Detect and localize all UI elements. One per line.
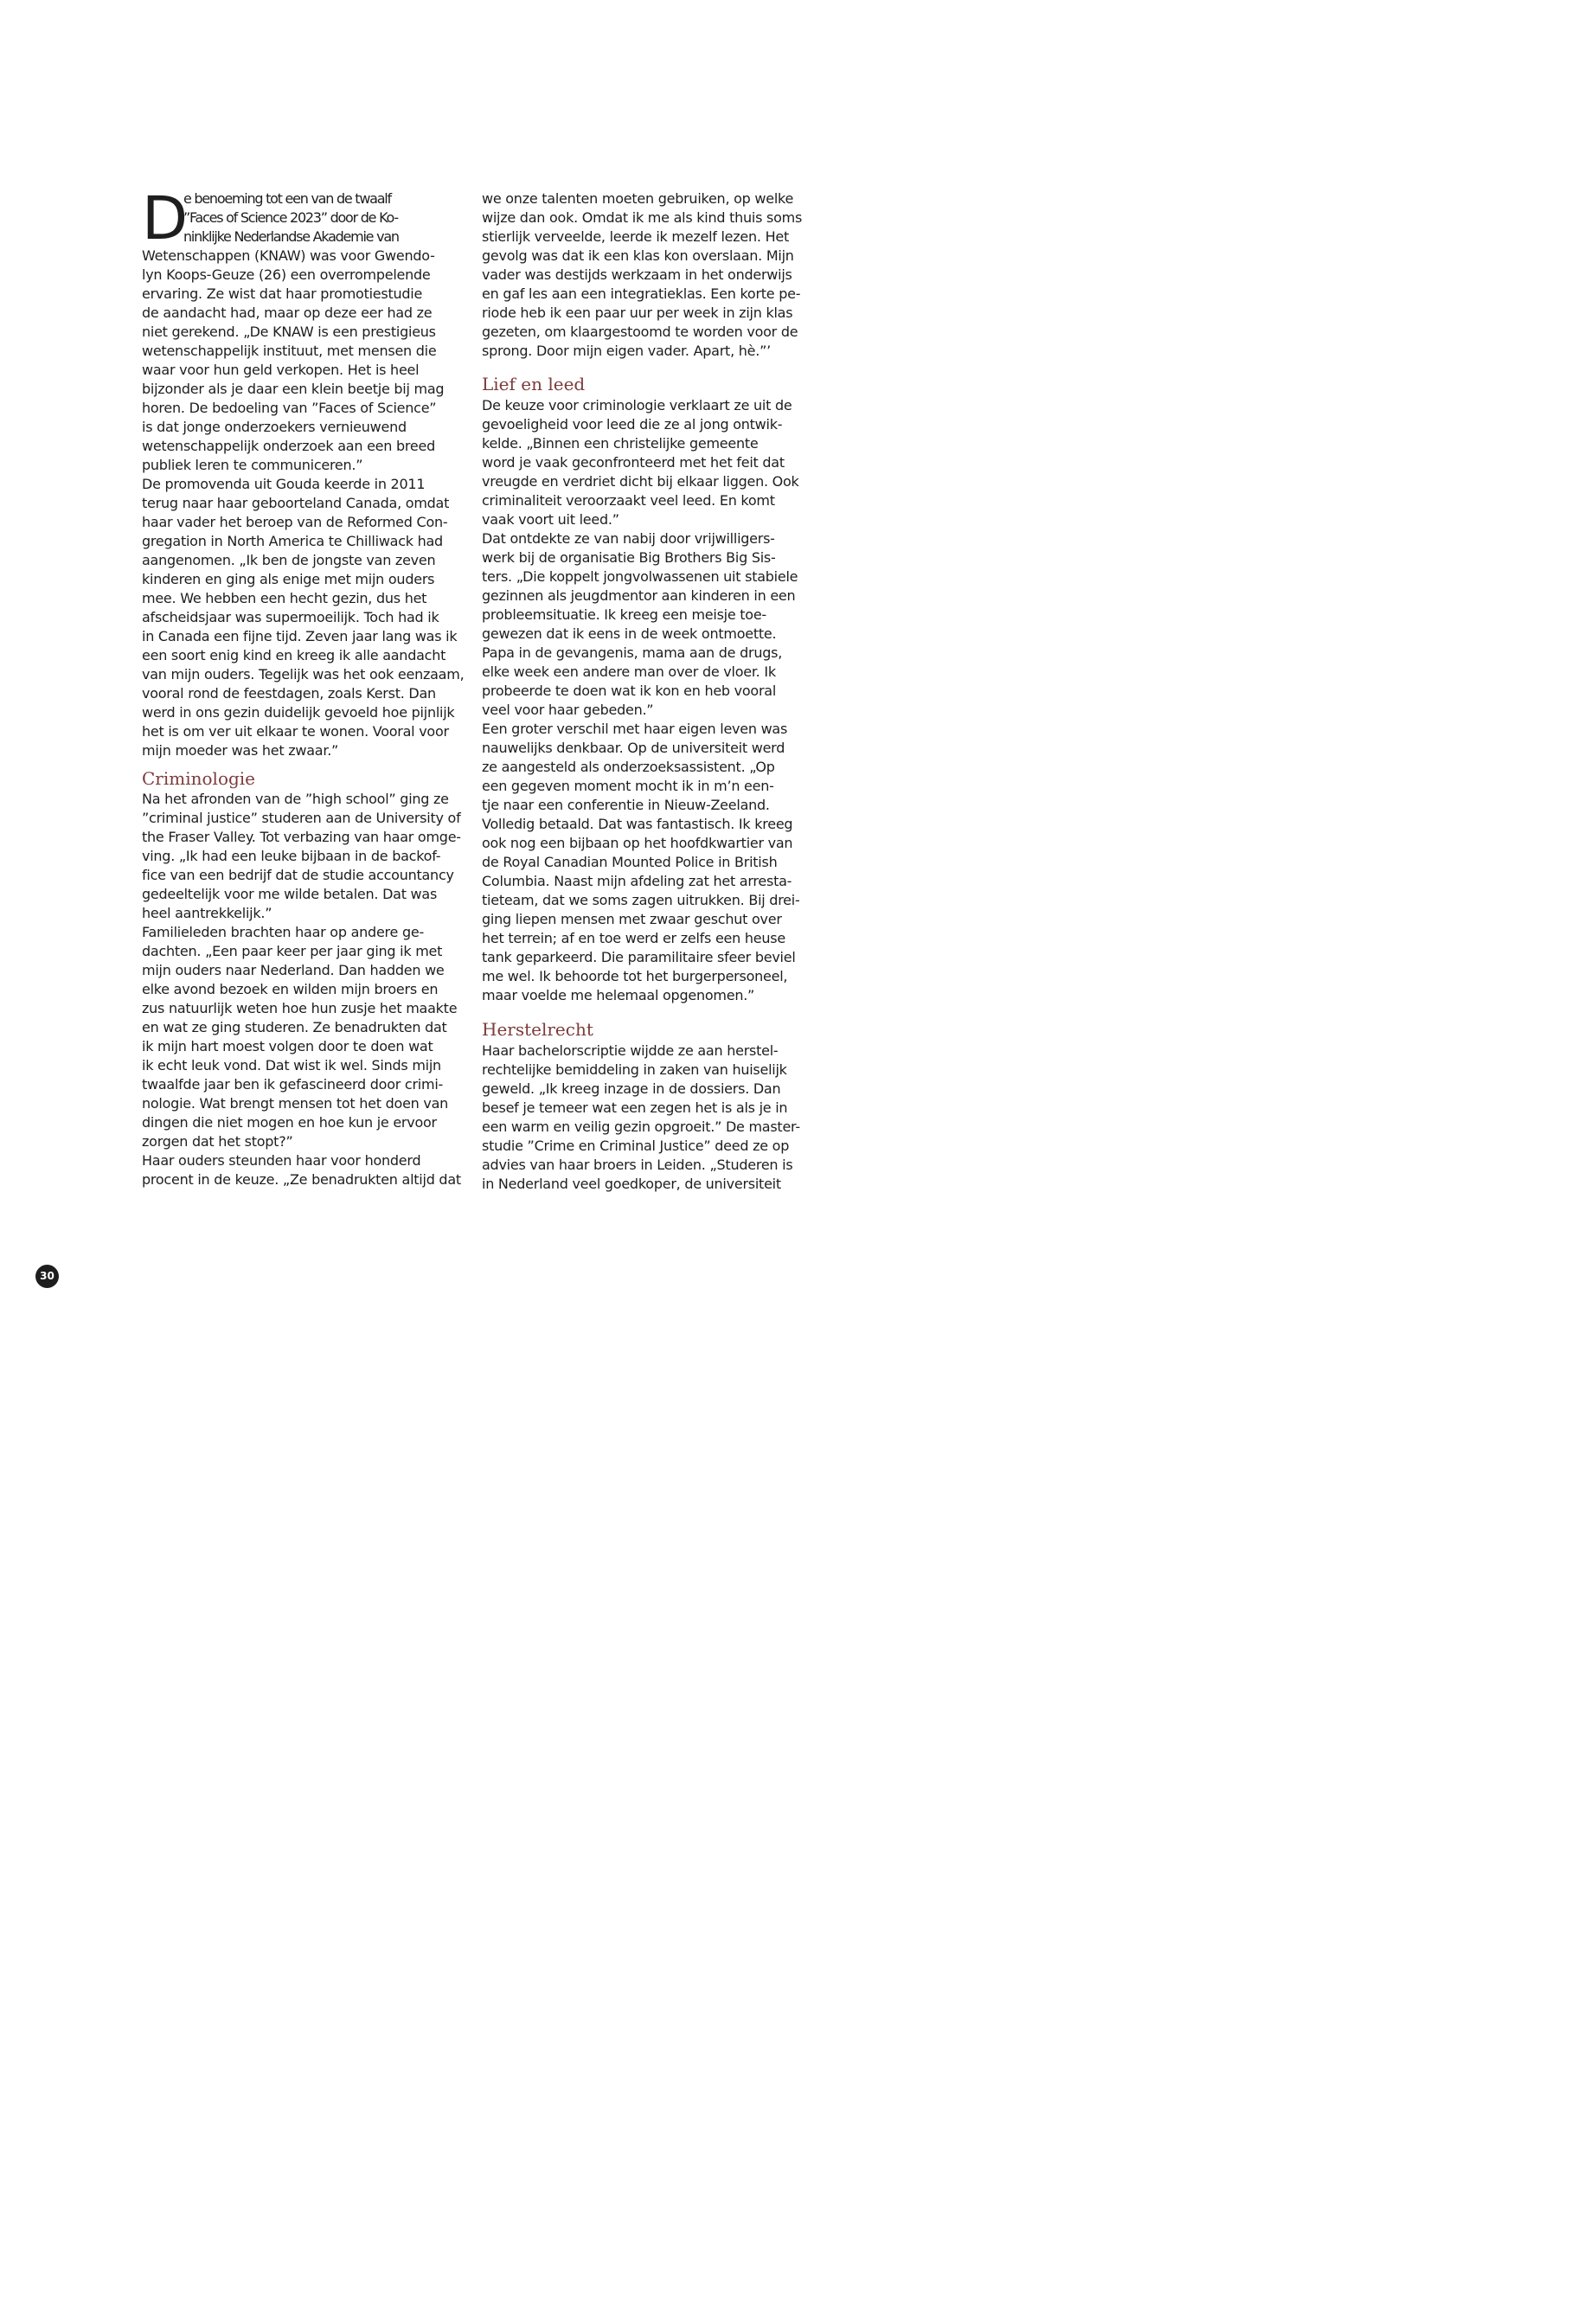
text-line: in Canada een fijne tijd. Zeven jaar lang was ik (142, 628, 458, 644)
text-line: gregation in North America te Chilliwack had (142, 533, 443, 549)
text-line: Na het afronden van de ”high school” ging ze (142, 791, 449, 807)
text-line: sprong. Door mijn eigen vader. Apart, hè.”’ (482, 343, 771, 359)
text-line: vooral rond de feestdagen, zoals Kerst. Dan (142, 685, 436, 702)
text-line: vader was destijds werkzaam in het onderwijs (482, 266, 792, 283)
text-line: waar voor hun geld verkopen. Het is heel (142, 362, 420, 378)
text-line: het is om ver uit elkaar te wonen. Vooral voor (142, 723, 449, 740)
text-line: ervaring. Ze wist dat haar promotiestudie (142, 285, 423, 302)
text-line: vaak voort uit leed.” (482, 511, 619, 528)
text-line: een soort enig kind en kreeg ik alle aandacht (142, 647, 446, 663)
text-line: aangenomen. „Ik ben de jongste van zeven (142, 552, 436, 568)
paragraph-intro (142, 247, 464, 760)
section-heading-lief-en-leed: Lief en leed (482, 374, 586, 394)
text-line: nologie. Wat brengt mensen tot het doen van (142, 1095, 449, 1112)
text-line: gezinnen als jeugdmentor aan kinderen in een (482, 587, 796, 604)
text-line: rechtelijke bemiddeling in zaken van huiselijk (482, 1061, 787, 1078)
text-line: Familieleden brachten haar op andere ge- (142, 924, 424, 940)
text-line: dingen die niet mogen en hoe kun je ervoor (142, 1114, 437, 1131)
text-line: zus natuurlijk weten hoe hun zusje het maakte (142, 1000, 458, 1016)
section-heading-herstelrecht: Herstelrecht (482, 1019, 593, 1040)
text-line: ik echt leuk vond. Dat wist ik wel. Sinds mijn (142, 1057, 441, 1074)
text-line: in Nederland veel goedkoper, de universiteit (482, 1176, 781, 1192)
text-line: Volledig betaald. Dat was fantastisch. Ik kreeg (482, 816, 793, 832)
text-line: ook nog een bijbaan op het hoofdkwartier van (482, 835, 793, 851)
text-line: gedeeltelijk voor me wilde betalen. Dat was (142, 886, 438, 902)
text-line: van mijn ouders. Tegelijk was het ook eenzaam, (142, 666, 465, 683)
text-line: ”Faces of Science 2023” door de Ko- (183, 209, 398, 226)
text-line: veel voor haar gebeden.” (482, 702, 654, 718)
text-line: probeerde te doen wat ik kon en heb vooral (482, 683, 777, 699)
text-line: en gaf les aan een integratieklas. Een korte pe- (482, 285, 801, 302)
paragraph-herstelrecht (482, 1042, 804, 1194)
text-line: ”criminal justice” studeren aan de University of (142, 810, 461, 826)
text-line: wetenschappelijk onderzoek aan een breed (142, 438, 435, 454)
text-line: geweld. „Ik kreeg inzage in de dossiers. Dan (482, 1080, 781, 1097)
text-line: terug naar haar geboorteland Canada, omdat (142, 495, 450, 511)
text-line: the Fraser Valley. Tot verbazing van haar omge- (142, 829, 461, 845)
text-line: De promovenda uit Gouda keerde in 2011 (142, 476, 426, 492)
text-line: De keuze voor criminologie verklaart ze uit de (482, 397, 792, 413)
text-line: tje naar een conferentie in Nieuw-Zeeland. (482, 797, 770, 813)
text-line: publiek leren te communiceren.” (142, 457, 363, 473)
text-line: en wat ze ging studeren. Ze benadrukten dat (142, 1019, 447, 1035)
text-line: een gegeven moment mocht ik in m’n een- (482, 778, 774, 794)
text-line: niet gerekend. „De KNAW is een prestigieus (142, 324, 436, 340)
text-line: de Royal Canadian Mounted Police in British (482, 854, 778, 870)
text-line: word je vaak geconfronteerd met het feit dat (482, 454, 785, 471)
text-line: procent in de keuze. „Ze benadrukten altijd dat (142, 1171, 461, 1188)
text-line: Columbia. Naast mijn afdeling zat het arresta- (482, 873, 792, 889)
text-line: kelde. „Binnen een christelijke gemeente (482, 435, 759, 452)
text-line: e benoeming tot een van de twaalf (183, 190, 391, 207)
text-line: studie ”Crime en Criminal Justice” deed ze op (482, 1138, 790, 1154)
paragraph-criminologie (142, 790, 464, 1189)
drop-cap: D (142, 184, 189, 253)
text-line: is dat jonge onderzoekers vernieuwend (142, 419, 407, 435)
intro-lines (142, 184, 464, 253)
text-line: ninklijke Nederlandse Akademie van (183, 228, 399, 245)
section-heading-criminologie: Criminologie (142, 768, 256, 789)
text-line: ik mijn hart moest volgen door te doen wat (142, 1038, 433, 1054)
text-line: mijn moeder was het zwaar.” (142, 742, 339, 759)
text-line: werd in ons gezin duidelijk gevoeld hoe pijnlijk (142, 704, 455, 721)
text-line: fice van een bedrijf dat de studie accountancy (142, 867, 454, 883)
text-line: we onze talenten moeten gebruiken, op welke (482, 190, 794, 207)
text-line: Papa in de gevangenis, mama aan de drugs, (482, 644, 783, 661)
text-line: gevoeligheid voor leed die ze al jong ontwik- (482, 416, 783, 433)
article-column-right (482, 189, 804, 1194)
text-line: twaalfde jaar ben ik gefascineerd door crimi- (142, 1076, 444, 1093)
text-line: afscheidsjaar was supermoeilijk. Toch had ik (142, 609, 439, 625)
text-line: elke avond bezoek en wilden mijn broers en (142, 981, 439, 997)
text-line: criminaliteit veroorzaakt veel leed. En komt (482, 492, 775, 509)
text-line: haar vader het beroep van de Reformed Con- (142, 514, 448, 530)
text-line: ving. „Ik had een leuke bijbaan in de backof- (142, 848, 441, 864)
text-line: riode heb ik een paar uur per week in zijn klas (482, 304, 793, 321)
text-line: besef je temeer wat een zegen het is als je in (482, 1099, 788, 1116)
text-line: advies van haar broers in Leiden. „Studeren is (482, 1157, 793, 1173)
text-line: zorgen dat het stopt?” (142, 1133, 293, 1150)
text-line: bijzonder als je daar een klein beetje bij mag (142, 381, 445, 397)
text-line: stierlijk verveelde, leerde ik mezelf lezen. Het (482, 228, 789, 245)
text-line: ze aangesteld als onderzoeksassistent. „Op (482, 759, 775, 775)
text-line: mijn ouders naar Nederland. Dan hadden we (142, 962, 445, 978)
paragraph-lief-en-leed (482, 396, 804, 1005)
text-line: nauwelijks denkbaar. Op de universiteit werd (482, 740, 785, 756)
text-line: het terrein; af en toe werd er zelfs een heuse (482, 930, 785, 946)
text-line: elke week een andere man over de vloer. Ik (482, 663, 776, 680)
text-line: de aandacht had, maar op deze eer had ze (142, 304, 433, 321)
text-line: wetenschappelijk instituut, met mensen die (142, 343, 437, 359)
paragraph-continued (482, 189, 804, 361)
page-number: 30 (35, 1265, 59, 1288)
text-line: tieteam, dat we soms zagen uitrukken. Bij drei- (482, 892, 800, 908)
text-line: ging liepen mensen met zwaar geschut over (482, 911, 782, 927)
text-line: maar voelde me helemaal opgenomen.” (482, 987, 755, 1003)
text-line: me wel. Ik behoorde tot het burgerpersoneel, (482, 968, 788, 984)
text-line: lyn Koops-Geuze (26) een overrompelende (142, 266, 431, 283)
text-line: Haar bachelorscriptie wijdde ze aan herstel- (482, 1042, 779, 1059)
text-line: wijze dan ook. Omdat ik me als kind thuis soms (482, 209, 803, 226)
text-line: Dat ontdekte ze van nabij door vrijwilligers- (482, 530, 775, 547)
text-line: tank geparkeerd. Die paramilitaire sfeer beviel (482, 949, 796, 965)
text-line: horen. De bedoeling van ”Faces of Science” (142, 400, 437, 416)
text-line: heel aantrekkelijk.” (142, 905, 272, 921)
article-column-left (142, 184, 465, 1189)
text-line: Een groter verschil met haar eigen leven was (482, 721, 788, 737)
text-line: gezeten, om klaargestoomd te worden voor de (482, 324, 798, 340)
text-line: gevolg was dat ik een klas kon overslaan. Mijn (482, 247, 794, 264)
text-line: Haar ouders steunden haar voor honderd (142, 1152, 421, 1169)
text-line: dachten. „Een paar keer per jaar ging ik met (142, 943, 443, 959)
text-line: probleemsituatie. Ik kreeg een meisje toe- (482, 606, 766, 623)
text-line: gewezen dat ik eens in de week ontmoette. (482, 625, 777, 642)
text-line: Wetenschappen (KNAW) was voor Gwendo- (142, 247, 435, 264)
text-line: werk bij de organisatie Big Brothers Big Sis- (482, 549, 776, 566)
text-line: vreugde en verdriet dicht bij elkaar liggen. Ook (482, 473, 799, 490)
text-line: mee. We hebben een hecht gezin, dus het (142, 590, 427, 606)
text-line: ters. „Die koppelt jongvolwassenen uit stabiele (482, 568, 798, 585)
text-line: een warm en veilig gezin opgroeit.” De master- (482, 1118, 800, 1135)
text-line: kinderen en ging als enige met mijn ouders (142, 571, 435, 587)
